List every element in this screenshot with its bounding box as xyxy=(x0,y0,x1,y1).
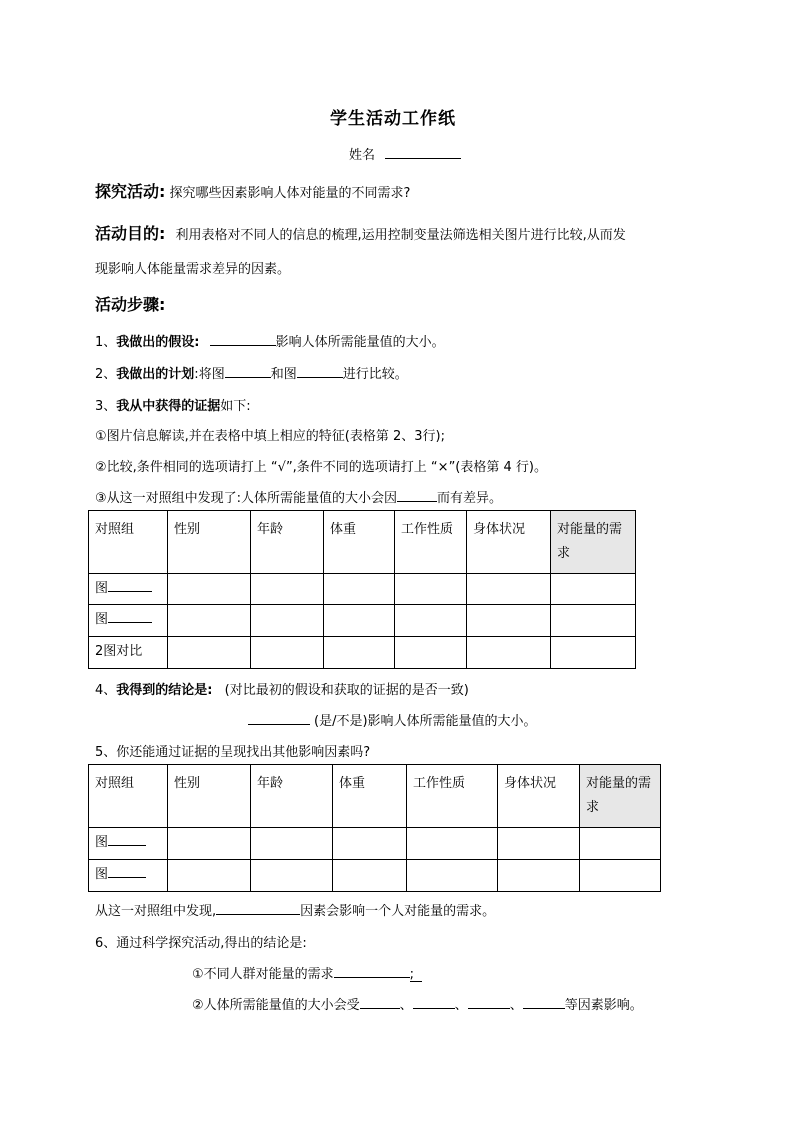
table-cell[interactable] xyxy=(467,574,551,605)
table-1-row-label: 2图对比 xyxy=(89,637,168,669)
step-2-label: 我做出的计划 xyxy=(116,367,195,382)
table-cell[interactable] xyxy=(498,860,580,892)
step-4-label: 我得到的结论是: xyxy=(116,683,213,698)
table-1-header: 身体状况 xyxy=(467,511,551,574)
table-row xyxy=(89,828,661,860)
factor-blank-4[interactable] xyxy=(523,994,565,1009)
finding-text-b: 因素会影响一个人对能量的需求。 xyxy=(300,904,496,919)
conclusion-2-end: 等因素影响。 xyxy=(564,998,643,1013)
table-cell[interactable] xyxy=(467,605,551,637)
need-blank[interactable] xyxy=(334,963,410,978)
step-1 xyxy=(95,331,445,350)
table-row xyxy=(89,574,636,605)
finding-line xyxy=(95,900,495,919)
purpose-text-2: 现影响人体能量需求差异的因素。 xyxy=(95,262,291,277)
row-label-text: 图 xyxy=(95,612,109,627)
table-cell[interactable] xyxy=(324,605,395,637)
table-2-header: 对照组 xyxy=(89,765,168,828)
table-2-header: 工作性质 xyxy=(407,765,498,828)
difference-blank[interactable] xyxy=(397,487,437,502)
table-2-row-label xyxy=(89,860,168,892)
conclusion-1-text: ①不同人群对能量的需求 xyxy=(192,967,334,982)
table-2-row-label xyxy=(89,828,168,860)
table-2-header: 年龄 xyxy=(251,765,333,828)
step-4-text: (是/不是)影响人体所需能量值的大小。 xyxy=(314,714,537,729)
table-cell[interactable] xyxy=(551,637,636,669)
table-1-header: 性别 xyxy=(168,511,251,574)
step-2-text-c: 进行比较。 xyxy=(342,367,408,382)
table-cell[interactable] xyxy=(251,574,324,605)
figure-blank[interactable] xyxy=(108,831,146,846)
separator: 、 xyxy=(509,998,523,1013)
table-cell[interactable] xyxy=(333,828,407,860)
table-cell[interactable] xyxy=(407,860,498,892)
comparison-table-1 xyxy=(88,510,636,669)
sub-step-3 xyxy=(95,487,502,506)
name-blank[interactable] xyxy=(385,144,461,159)
table-cell[interactable] xyxy=(580,828,661,860)
step-1-text: 影响人体所需能量值的大小。 xyxy=(275,335,445,350)
page-title: 学生活动工作纸 xyxy=(330,109,456,129)
table-1-header: 对能量的需求 xyxy=(551,511,636,574)
table-cell[interactable] xyxy=(551,574,636,605)
figure-blank[interactable] xyxy=(108,608,152,623)
plan-blank-1[interactable] xyxy=(225,363,271,378)
table-1-header: 体重 xyxy=(324,511,395,574)
sub-step-1: ①图片信息解读,并在表格中填上相应的特征(表格第 2、3行); xyxy=(95,429,445,444)
table-1-header: 工作性质 xyxy=(395,511,467,574)
comparison-table-2 xyxy=(88,764,661,892)
table-row xyxy=(89,860,661,892)
purpose-line-1 xyxy=(95,221,626,244)
step-5: 5、你还能通过证据的呈现找出其他影响因素吗? xyxy=(95,745,371,760)
step-2-colon: : xyxy=(194,367,199,382)
table-cell[interactable] xyxy=(580,860,661,892)
row-label-text: 图 xyxy=(95,867,109,882)
table-row xyxy=(89,605,636,637)
explore-label: 探究活动: xyxy=(95,182,166,201)
conclusion-1 xyxy=(192,963,422,982)
explore-line xyxy=(95,179,410,202)
table-cell[interactable] xyxy=(395,637,467,669)
table-cell[interactable] xyxy=(251,828,333,860)
step-2-text-a: 将图 xyxy=(198,367,225,382)
step-1-label: 我做出的假设: xyxy=(116,335,200,350)
step-3-number: 3、 xyxy=(95,399,117,414)
table-cell[interactable] xyxy=(251,605,324,637)
step-4 xyxy=(95,679,469,698)
step-3-suffix: 如下: xyxy=(220,399,251,414)
explore-text: 探究哪些因素影响人体对能量的不同需求? xyxy=(169,186,411,201)
finding-text-a: 从这一对照组中发现, xyxy=(95,904,217,919)
table-cell[interactable] xyxy=(324,637,395,669)
table-2-header: 身体状况 xyxy=(498,765,580,828)
conclusion-2 xyxy=(192,994,643,1013)
step-3-label: 我从中获得的证据 xyxy=(116,399,221,414)
factor-blank[interactable] xyxy=(216,900,300,915)
purpose-label: 活动目的: xyxy=(95,224,166,243)
step-4-note: (对比最初的假设和获取的证据的是否一致) xyxy=(224,683,469,698)
conclusion-blank[interactable] xyxy=(248,710,310,725)
figure-blank[interactable] xyxy=(108,577,152,592)
table-cell[interactable] xyxy=(251,637,324,669)
table-1-header-row xyxy=(89,511,636,574)
figure-blank[interactable] xyxy=(108,863,146,878)
table-cell[interactable] xyxy=(168,605,251,637)
step-4-number: 4、 xyxy=(95,683,117,698)
row-label-text: 图 xyxy=(95,581,109,596)
table-2-header: 体重 xyxy=(333,765,407,828)
step-1-number: 1、 xyxy=(95,335,117,350)
table-1-header: 年龄 xyxy=(251,511,324,574)
name-label: 姓名 xyxy=(349,148,376,163)
separator: 、 xyxy=(454,998,468,1013)
sub-step-2: ②比较,条件相同的选项请打上 “√”,条件不同的选项请打上 “×”(表格第 4 行)。 xyxy=(95,460,547,475)
step-2 xyxy=(95,363,408,382)
step-6: 6、通过科学探究活动,得出的结论是: xyxy=(95,936,307,951)
table-cell[interactable] xyxy=(324,574,395,605)
table-1-row-label xyxy=(89,605,168,637)
table-2-header: 性别 xyxy=(168,765,251,828)
hypothesis-blank[interactable] xyxy=(210,331,276,346)
table-cell[interactable] xyxy=(168,637,251,669)
table-cell[interactable] xyxy=(168,574,251,605)
steps-heading: 活动步骤: xyxy=(95,295,166,314)
table-cell[interactable] xyxy=(498,828,580,860)
factor-blank-2[interactable] xyxy=(413,994,455,1009)
table-cell[interactable] xyxy=(251,860,333,892)
table-cell[interactable] xyxy=(551,605,636,637)
table-cell[interactable] xyxy=(407,828,498,860)
sub-step-3-text-b: 而有差异。 xyxy=(437,491,503,506)
table-cell[interactable] xyxy=(333,860,407,892)
table-2-header-row xyxy=(89,765,661,828)
step-2-text-b: 和图 xyxy=(270,367,297,382)
factor-blank-3[interactable] xyxy=(468,994,510,1009)
name-line xyxy=(349,144,461,163)
table-2-header: 对能量的需求 xyxy=(580,765,661,828)
step-4-conclusion xyxy=(248,710,537,729)
plan-blank-2[interactable] xyxy=(297,363,343,378)
table-cell[interactable] xyxy=(168,828,251,860)
table-row xyxy=(89,637,636,669)
table-1-header: 对照组 xyxy=(89,511,168,574)
table-cell[interactable] xyxy=(395,605,467,637)
table-cell[interactable] xyxy=(395,574,467,605)
factor-blank-1[interactable] xyxy=(360,994,400,1009)
row-label-text: 图 xyxy=(95,835,109,850)
purpose-text-1: 利用表格对不同人的信息的梳理,运用控制变量法筛选相关图片进行比较,从而发 xyxy=(175,228,626,243)
step-3 xyxy=(95,395,251,414)
step-2-number: 2、 xyxy=(95,367,117,382)
table-cell[interactable] xyxy=(467,637,551,669)
table-1-row-label xyxy=(89,574,168,605)
sub-step-3-text-a: ③从这一对照组中发现了:人体所需能量值的大小会因 xyxy=(95,491,398,506)
table-cell[interactable] xyxy=(168,860,251,892)
separator: 、 xyxy=(399,998,413,1013)
conclusion-2-text: ②人体所需能量值的大小会受 xyxy=(192,998,360,1013)
conclusion-1-end: ; xyxy=(410,967,422,982)
